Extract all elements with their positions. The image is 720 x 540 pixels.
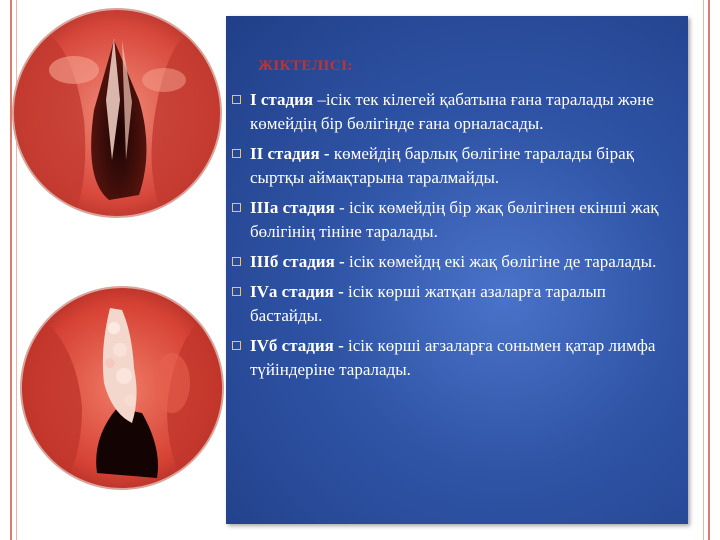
list-item xyxy=(232,250,678,274)
stage-label: IIIа стадия xyxy=(250,198,335,217)
larynx-photo-early xyxy=(14,10,220,216)
stage-label: IVа стадия - xyxy=(250,282,344,301)
list-item xyxy=(232,142,678,190)
stage-text: ісік көрші жатқан азаларға таралып бастайды. xyxy=(250,282,606,325)
square-bullet-icon xyxy=(232,203,241,212)
square-bullet-icon xyxy=(232,257,241,266)
stage-text: ісік көрші ағзаларға сонымен қатар лимфа түйіндеріне таралады. xyxy=(250,336,656,379)
frame-line-left xyxy=(10,0,12,540)
list-item xyxy=(232,280,678,328)
stage-description xyxy=(250,250,656,274)
frame-line-right xyxy=(708,0,710,540)
frame-line-right-inner xyxy=(703,0,704,540)
larynx-photo-tumor xyxy=(22,288,222,488)
stage-label: IVб стадия - xyxy=(250,336,344,355)
stage-text: ісік көмейдң екі жақ бөлігіне де таралады. xyxy=(344,252,657,271)
stage-description xyxy=(250,142,678,190)
stage-description xyxy=(250,334,678,382)
frame-line-left-inner xyxy=(16,0,17,540)
stage-label: IIIб стадия - xyxy=(250,252,345,271)
square-bullet-icon xyxy=(232,149,241,158)
stage-text: көмейдің барлық бөлігіне таралады бірақ сыртқы аймақтарына таралмайды. xyxy=(250,144,634,187)
stage-list xyxy=(232,88,678,388)
square-bullet-icon xyxy=(232,287,241,296)
stage-text: –ісік тек кілегей қабатына ғана таралады және көмейдің бір бөлігінде ғана орналасады. xyxy=(250,90,654,133)
stage-label: II стадия - xyxy=(250,144,330,163)
stage-description xyxy=(250,280,678,328)
stage-description xyxy=(250,88,678,136)
list-item xyxy=(232,88,678,136)
stage-description xyxy=(250,196,678,244)
square-bullet-icon xyxy=(232,341,241,350)
list-item xyxy=(232,196,678,244)
slide-title: ЖІКТЕЛІСІ: xyxy=(258,58,354,74)
square-bullet-icon xyxy=(232,95,241,104)
larynx-endoscopy-image xyxy=(14,10,220,216)
list-item xyxy=(232,334,678,382)
stage-text: - ісік көмейдің бір жақ бөлігінен екінші жақ бөлігінің тініне таралады. xyxy=(250,198,659,241)
stage-label: I стадия xyxy=(250,90,314,109)
larynx-endoscopy-image xyxy=(22,288,222,488)
